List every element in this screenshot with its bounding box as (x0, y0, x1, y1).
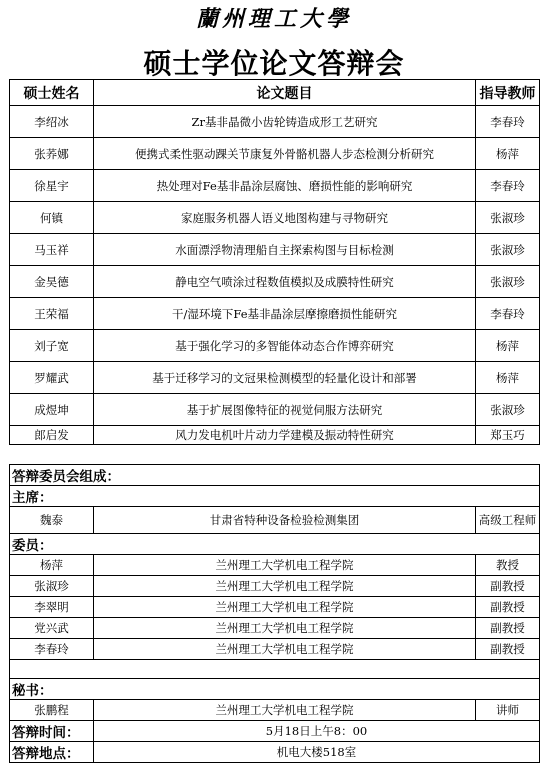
student-name: 徐星宇 (10, 170, 94, 202)
committee-heading: 答辩委员会组成： (10, 465, 540, 486)
thesis-topic: 风力发电机叶片动力学建模及振动特性研究 (94, 426, 476, 445)
member-row (10, 597, 540, 618)
committee-heading-row (10, 465, 540, 486)
advisor-name: 杨萍 (476, 138, 540, 170)
defense-time-row (10, 721, 540, 742)
university-logo: 蘭州理工大學 (195, 6, 352, 32)
member-organization: 兰州理工大学机电工程学院 (94, 639, 476, 660)
thesis-topic: Zr基非晶微小齿轮铸造成形工艺研究 (94, 106, 476, 138)
secretary-heading-row (10, 679, 540, 700)
secretary-row (10, 700, 540, 721)
defense-place-label: 答辩地点： (10, 742, 94, 763)
member-title: 副教授 (476, 639, 540, 660)
defense-place-value: 机电大楼518室 (94, 742, 540, 763)
blank-row (10, 660, 540, 679)
student-name: 马玉祥 (10, 234, 94, 266)
member-title: 教授 (476, 555, 540, 576)
thesis-topic: 基于扩展图像特征的视觉伺服方法研究 (94, 394, 476, 426)
thesis-topic: 静电空气喷涂过程数值模拟及成膜特性研究 (94, 266, 476, 298)
student-name: 罗耀武 (10, 362, 94, 394)
advisor-name: 李春玲 (476, 106, 540, 138)
student-name: 王荣福 (10, 298, 94, 330)
defense-time-label: 答辩时间： (10, 721, 94, 742)
chair-row (10, 507, 540, 534)
member-row (10, 555, 540, 576)
student-name: 李绍冰 (10, 106, 94, 138)
table-row (10, 362, 540, 394)
member-organization: 甘肃省特种设备检验检测集团 (94, 507, 476, 534)
committee-table (9, 464, 540, 763)
member-name: 党兴武 (10, 618, 94, 639)
table-row (10, 330, 540, 362)
member-name: 李翠明 (10, 597, 94, 618)
member-row (10, 639, 540, 660)
student-name: 刘子宽 (10, 330, 94, 362)
member-name: 张淑珍 (10, 576, 94, 597)
secretary-heading: 秘书： (10, 679, 540, 700)
member-organization: 兰州理工大学机电工程学院 (94, 700, 476, 721)
student-name: 何镇 (10, 202, 94, 234)
member-organization: 兰州理工大学机电工程学院 (94, 597, 476, 618)
student-name: 郎启发 (10, 426, 94, 445)
member-organization: 兰州理工大学机电工程学院 (94, 576, 476, 597)
thesis-topic: 基于迁移学习的文冠果检测模型的轻量化设计和部署 (94, 362, 476, 394)
column-header-topic: 论文题目 (94, 80, 476, 106)
advisor-name: 李春玲 (476, 170, 540, 202)
member-title: 讲师 (476, 700, 540, 721)
blank-cell (10, 660, 540, 679)
student-name: 张荞娜 (10, 138, 94, 170)
advisor-name: 杨萍 (476, 330, 540, 362)
table-row (10, 138, 540, 170)
table-header-row (10, 80, 540, 106)
advisor-name: 张淑珍 (476, 234, 540, 266)
thesis-topic: 热处理对Fe基非晶涂层腐蚀、磨损性能的影响研究 (94, 170, 476, 202)
member-title: 副教授 (476, 576, 540, 597)
member-name: 魏泰 (10, 507, 94, 534)
advisor-name: 郑玉巧 (476, 426, 540, 445)
thesis-table (9, 79, 540, 445)
members-heading: 委员： (10, 534, 540, 555)
thesis-topic: 家庭服务机器人语义地图构建与寻物研究 (94, 202, 476, 234)
thesis-topic: 便携式柔性驱动踝关节康复外骨骼机器人步态检测分析研究 (94, 138, 476, 170)
table-row (10, 170, 540, 202)
page-title: 硕士学位论文答辩会 (143, 47, 405, 80)
table-row (10, 426, 540, 445)
member-row (10, 576, 540, 597)
thesis-topic: 干/湿环境下Fe基非晶涂层摩擦磨损性能研究 (94, 298, 476, 330)
advisor-name: 张淑珍 (476, 394, 540, 426)
member-organization: 兰州理工大学机电工程学院 (94, 555, 476, 576)
member-title: 副教授 (476, 597, 540, 618)
member-organization: 兰州理工大学机电工程学院 (94, 618, 476, 639)
defense-place-row (10, 742, 540, 763)
table-row (10, 266, 540, 298)
member-name: 李春玲 (10, 639, 94, 660)
member-name: 张鹏程 (10, 700, 94, 721)
member-row (10, 618, 540, 639)
advisor-name: 张淑珍 (476, 202, 540, 234)
column-header-advisor: 指导教师 (476, 80, 540, 106)
chair-heading-row (10, 486, 540, 507)
table-row (10, 202, 540, 234)
defense-time-value: 5月18日上午8：00 (94, 721, 540, 742)
column-header-student: 硕士姓名 (10, 80, 94, 106)
student-name: 成煜坤 (10, 394, 94, 426)
table-row (10, 394, 540, 426)
thesis-topic: 水面漂浮物清理船自主探索构图与目标检测 (94, 234, 476, 266)
members-heading-row (10, 534, 540, 555)
table-row (10, 106, 540, 138)
advisor-name: 张淑珍 (476, 266, 540, 298)
member-name: 杨萍 (10, 555, 94, 576)
table-row (10, 234, 540, 266)
thesis-topic: 基于强化学习的多智能体动态合作博弈研究 (94, 330, 476, 362)
advisor-name: 李春玲 (476, 298, 540, 330)
chair-heading: 主席： (10, 486, 540, 507)
advisor-name: 杨萍 (476, 362, 540, 394)
table-row (10, 298, 540, 330)
student-name: 金昊德 (10, 266, 94, 298)
member-title: 副教授 (476, 618, 540, 639)
member-title: 高级工程师 (476, 507, 540, 534)
